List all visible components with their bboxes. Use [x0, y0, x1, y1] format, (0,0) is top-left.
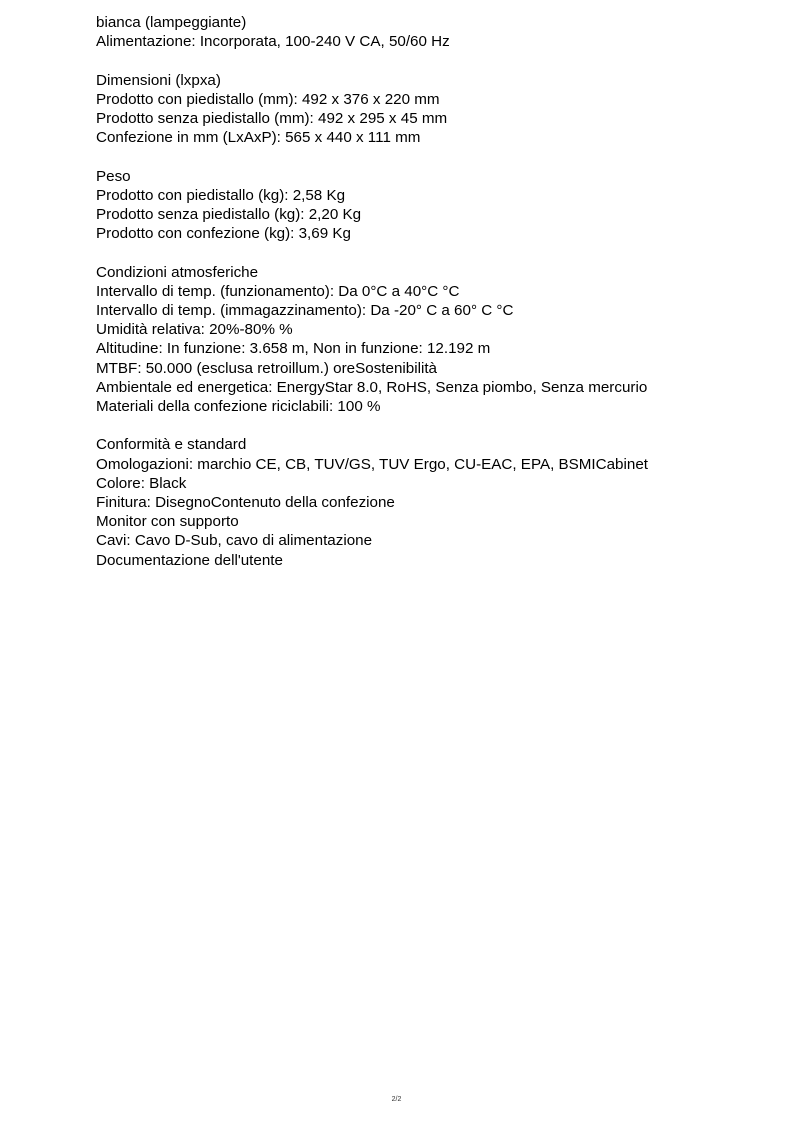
text-line: Ambientale ed energetica: EnergyStar 8.0, RoHS, Senza piombo, Senza mercurio	[96, 378, 648, 396]
section-heading-conditions: Condizioni atmosferiche	[96, 263, 259, 281]
text-line: Intervallo di temp. (funzionamento): Da 0°C a 40°C °C	[96, 282, 460, 300]
document-body	[96, 13, 776, 570]
spacer	[96, 243, 776, 262]
text-line: Prodotto con confezione (kg): 3,69 Kg	[96, 225, 351, 243]
text-line: bianca (lampeggiante)	[96, 14, 247, 31]
text-line: Materiali della confezione riciclabili: 100 %	[96, 398, 381, 416]
text-line: Confezione in mm (LxAxP): 565 x 440 x 111 mm	[96, 129, 421, 147]
text-line: Umidità relativa: 20%-80% %	[96, 321, 293, 339]
text-line: Monitor con supporto	[96, 513, 239, 531]
text-line: Intervallo di temp. (immagazzinamento): Da -20° C a 60° C °C	[96, 302, 514, 319]
text-line: Alimentazione: Incorporata, 100-240 V CA, 50/60 Hz	[96, 33, 450, 51]
text-line: Omologazioni: marchio CE, CB, TUV/GS, TUV Ergo, CU-EAC, EPA, BSMICabinet	[96, 455, 648, 473]
spacer	[96, 147, 776, 166]
text-line: Prodotto senza piedistallo (kg): 2,20 Kg	[96, 206, 362, 223]
spacer	[96, 51, 776, 70]
section-heading-weight: Peso	[96, 167, 131, 185]
spacer	[96, 416, 776, 435]
text-line: Finitura: DisegnoContenuto della confezione	[96, 494, 395, 512]
section-heading-dimensions: Dimensioni (lxpxa)	[96, 71, 221, 89]
text-line: Documentazione dell'utente	[96, 551, 283, 569]
section-heading-compliance: Conformità e standard	[96, 436, 247, 454]
text-line: Cavi: Cavo D-Sub, cavo di alimentazione	[96, 532, 373, 550]
text-line: MTBF: 50.000 (esclusa retroillum.) oreSostenibilità	[96, 359, 438, 377]
text-line: Prodotto con piedistallo (kg): 2,58 Kg	[96, 186, 346, 204]
text-line: Altitudine: In funzione: 3.658 m, Non in funzione: 12.192 m	[96, 340, 491, 358]
text-line: Prodotto con piedistallo (mm): 492 x 376 x 220 mm	[96, 90, 440, 108]
page-number: 2/2	[391, 1096, 402, 1103]
text-line: Prodotto senza piedistallo (mm): 492 x 295 x 45 mm	[96, 110, 448, 127]
text-line: Colore: Black	[96, 474, 187, 492]
